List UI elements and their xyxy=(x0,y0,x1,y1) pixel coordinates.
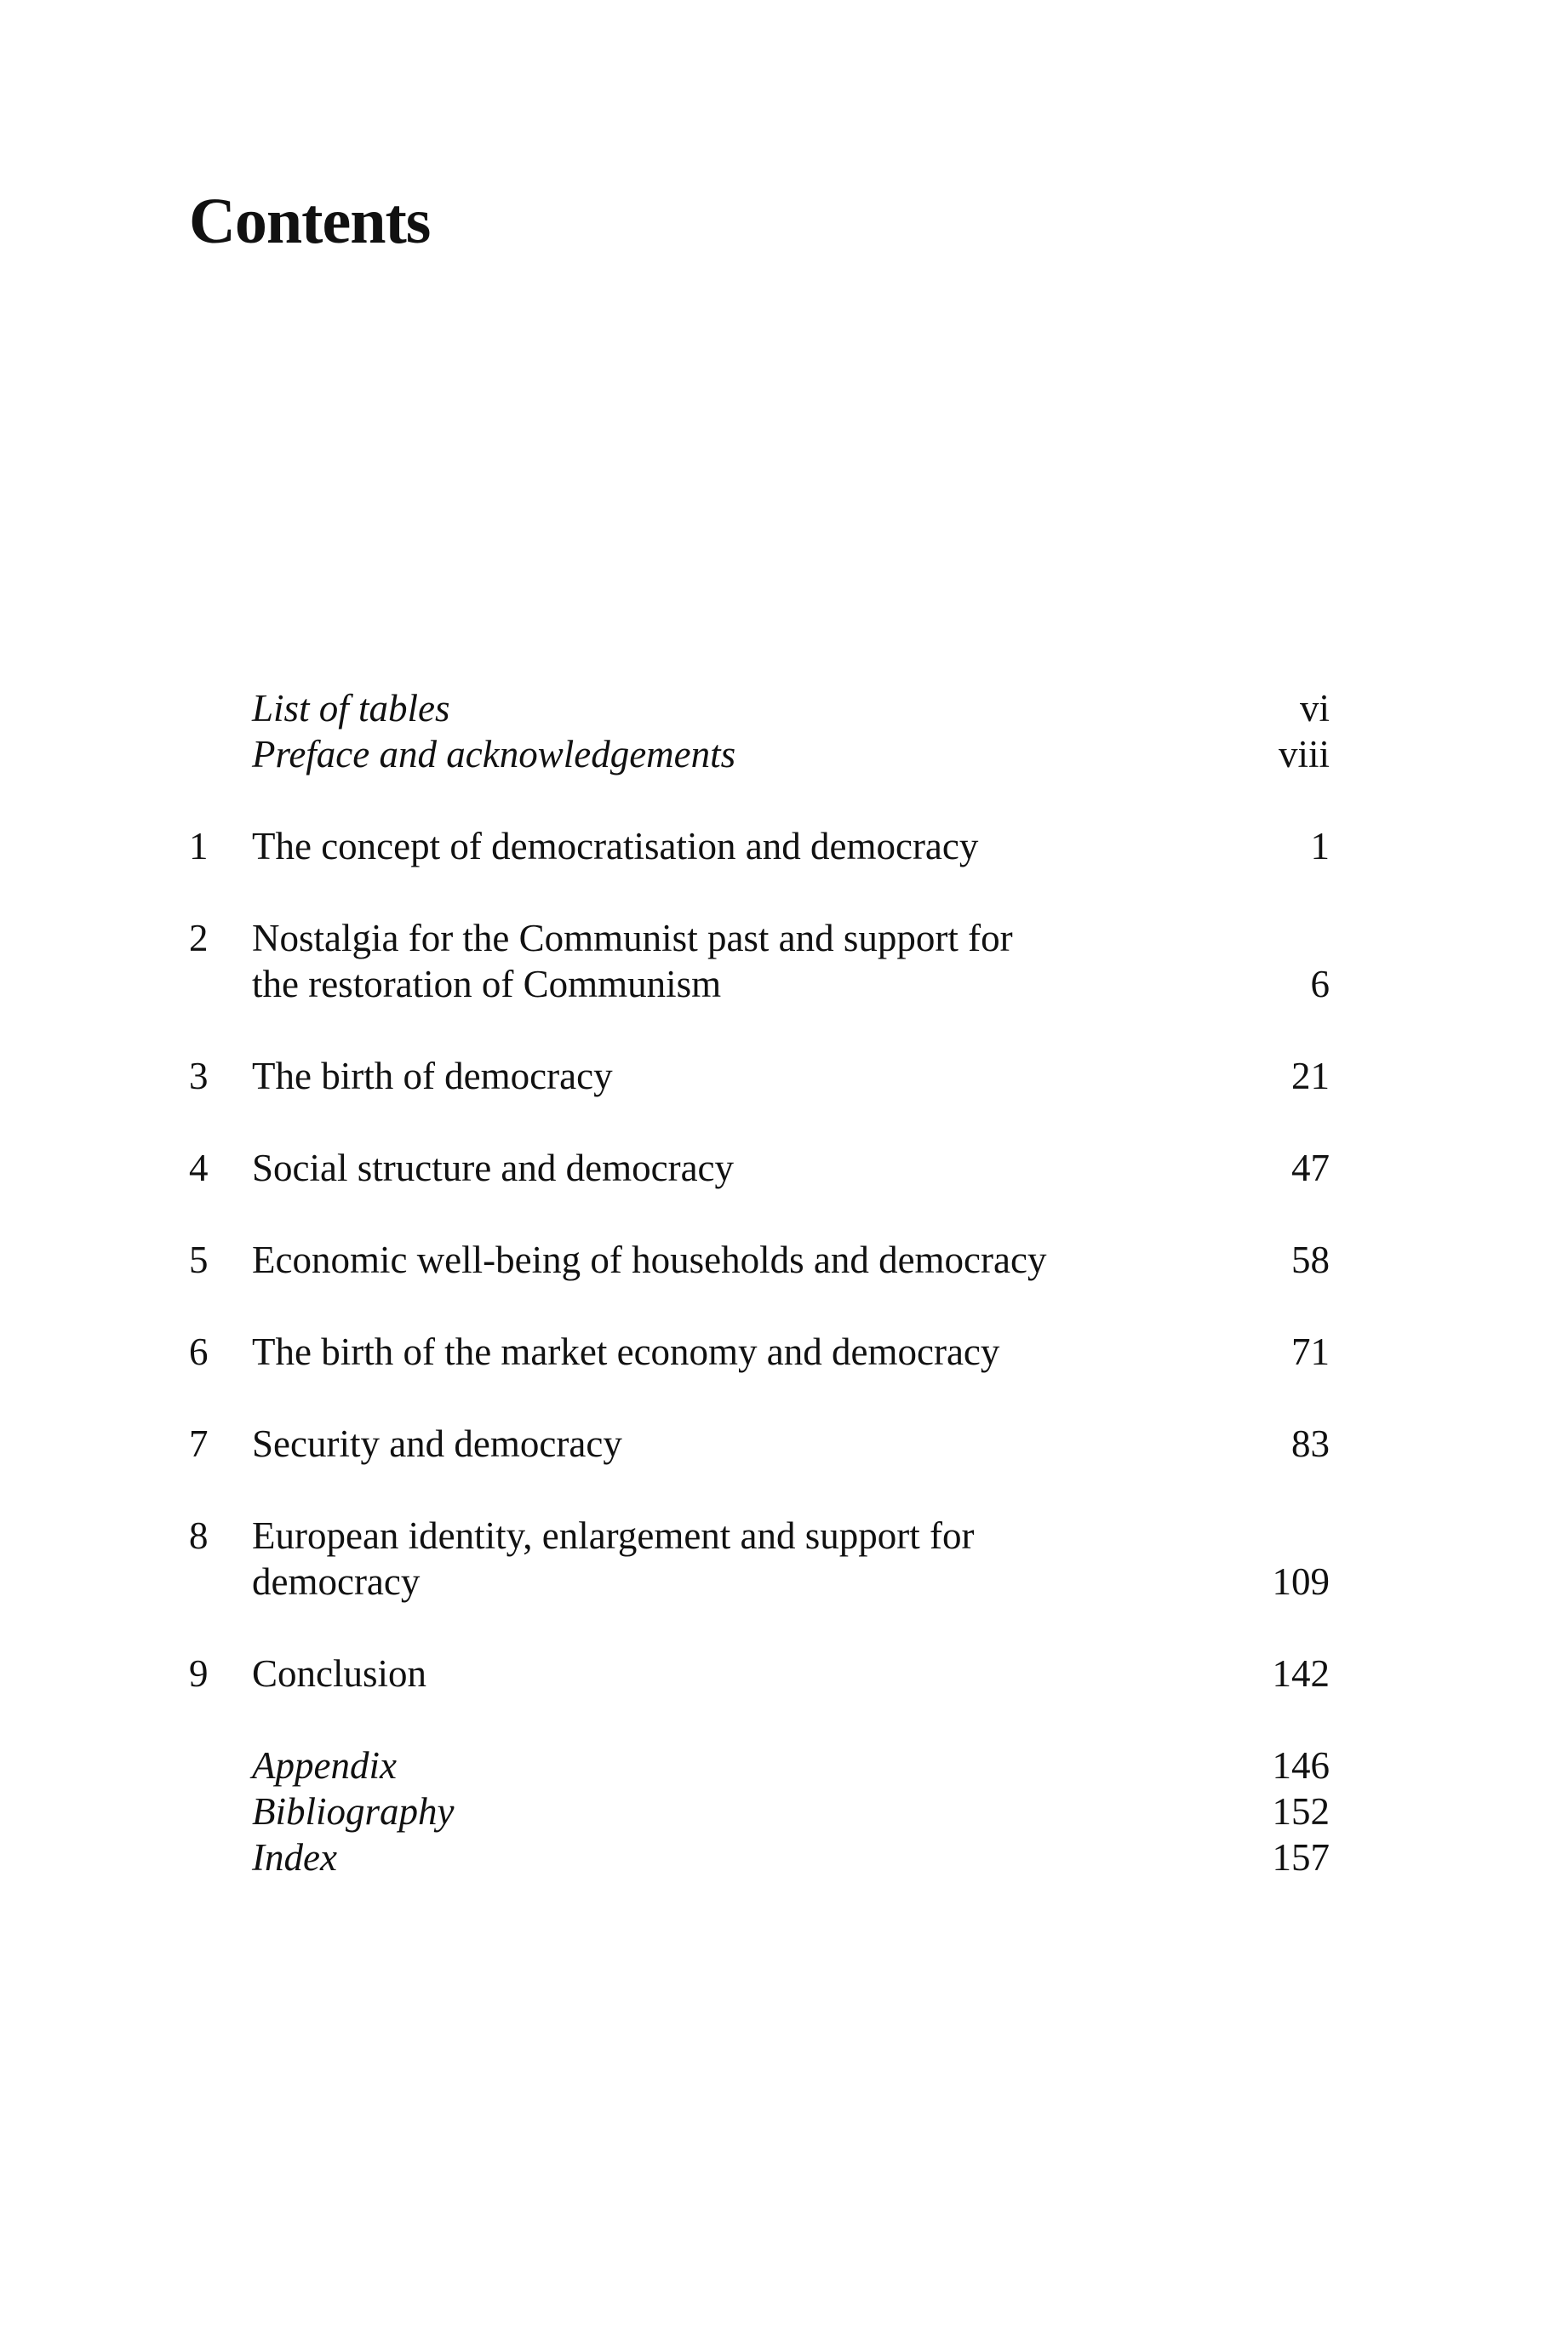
chapter-title: Security and democracy xyxy=(252,1422,622,1465)
chapter-number: 5 xyxy=(189,1239,209,1281)
toc-entry-appendix[interactable] xyxy=(189,1743,1330,1788)
chapter-page: 71 xyxy=(1291,1331,1330,1373)
chapter-title: Economic well-being of households and democracy xyxy=(252,1239,1047,1281)
chapter-page: 83 xyxy=(1291,1422,1330,1465)
chapter-number: 8 xyxy=(189,1514,209,1557)
chapter-page: 58 xyxy=(1291,1239,1330,1281)
chapter-page: 6 xyxy=(1310,963,1330,1005)
toc-entry-title: Preface and acknowledgements xyxy=(252,733,736,775)
chapter-page: 21 xyxy=(1291,1055,1330,1097)
chapter-title: The concept of democratisation and democracy xyxy=(252,825,979,867)
chapter-number: 4 xyxy=(189,1147,209,1189)
toc-entry-list-of-tables[interactable] xyxy=(189,685,1330,731)
chapter-number: 2 xyxy=(189,917,209,959)
chapter-number: 7 xyxy=(189,1422,209,1465)
table-of-contents xyxy=(189,685,1330,1880)
toc-entry-page: viii xyxy=(1278,733,1330,775)
chapter-number: 6 xyxy=(189,1331,209,1373)
chapter-page: 142 xyxy=(1272,1652,1330,1695)
chapter-title: The birth of the market economy and democracy xyxy=(252,1331,1000,1373)
toc-entry-chapter-8[interactable] xyxy=(189,1513,1330,1605)
page-title: Contents xyxy=(189,186,431,257)
chapter-title-line: the restoration of Communism xyxy=(252,963,722,1005)
toc-entry-bibliography[interactable] xyxy=(189,1788,1330,1834)
toc-entry-chapter-5[interactable] xyxy=(189,1237,1330,1283)
toc-entry-page: vi xyxy=(1299,687,1330,730)
chapter-title-line: European identity, enlargement and support for xyxy=(252,1514,975,1557)
toc-entry-page: 157 xyxy=(1272,1836,1330,1879)
toc-entry-chapter-6[interactable] xyxy=(189,1329,1330,1375)
chapter-page: 47 xyxy=(1291,1147,1330,1189)
toc-entry-index[interactable] xyxy=(189,1834,1330,1880)
toc-entry-chapter-9[interactable] xyxy=(189,1651,1330,1697)
toc-entry-preface[interactable] xyxy=(189,731,1330,777)
toc-entry-page: 146 xyxy=(1272,1744,1330,1787)
chapter-number: 1 xyxy=(189,825,209,867)
chapter-title xyxy=(252,915,1228,1007)
toc-entry-title: List of tables xyxy=(252,687,450,730)
chapter-page: 109 xyxy=(1272,1560,1330,1603)
chapter-title-line: Nostalgia for the Communist past and support for xyxy=(252,917,1013,959)
toc-entry-title: Appendix xyxy=(252,1744,397,1787)
toc-entry-title: Index xyxy=(252,1836,337,1879)
chapter-title: Social structure and democracy xyxy=(252,1147,735,1189)
chapter-number: 9 xyxy=(189,1652,209,1695)
toc-entry-chapter-2[interactable] xyxy=(189,915,1330,1007)
toc-entry-title: Bibliography xyxy=(252,1790,455,1833)
toc-entry-chapter-7[interactable] xyxy=(189,1421,1330,1467)
toc-entry-chapter-1[interactable] xyxy=(189,823,1330,869)
toc-entry-chapter-4[interactable] xyxy=(189,1145,1330,1191)
chapter-title-line: democracy xyxy=(252,1560,421,1603)
chapter-title: The birth of democracy xyxy=(252,1055,613,1097)
toc-entry-chapter-3[interactable] xyxy=(189,1053,1330,1099)
chapter-title xyxy=(252,1513,1228,1605)
chapter-title: Conclusion xyxy=(252,1652,427,1695)
chapter-page: 1 xyxy=(1310,825,1330,867)
chapter-number: 3 xyxy=(189,1055,209,1097)
toc-entry-page: 152 xyxy=(1272,1790,1330,1833)
